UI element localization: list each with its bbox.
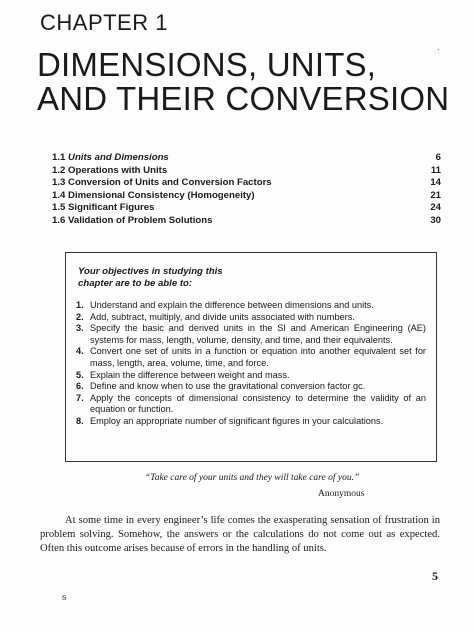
objectives-heading	[78, 266, 278, 290]
toc-number: 1.3	[52, 177, 66, 189]
objective-text: Define and know when to use the gravitational conversion factor gc.	[90, 381, 366, 392]
intro-paragraph: At some time in every engineer’s life comes the exasperating sensation of frustration in problem solving. Somehow, the answers or the calculations do not come out as expected. Often this outcome arises because of errors in the handling of units.	[40, 515, 440, 554]
objective-text: Apply the concepts of dimensional consistency to determine the validity of an equation or function.	[90, 392, 426, 415]
chapter-title-line-1: DIMENSIONS, UNITS,	[37, 46, 377, 83]
toc-page: 11	[430, 164, 441, 176]
objective-item	[76, 370, 426, 382]
objective-text: Understand and explain the difference between dimensions and units.	[90, 300, 374, 310]
toc-row	[52, 177, 441, 190]
objective-text: Add, subtract, multiply, and divide units associated with numbers.	[90, 311, 355, 322]
scan-speck: ᵴ	[62, 592, 67, 602]
objective-text: Explain the difference between weight and mass.	[90, 369, 290, 380]
objective-item	[76, 381, 426, 393]
toc-number: 1.6	[52, 214, 66, 226]
toc-page: 30	[430, 214, 441, 226]
toc-number: 1.4	[52, 189, 66, 201]
toc-row	[52, 215, 441, 228]
objective-number: 7.	[76, 392, 84, 403]
toc-number: 1.5	[52, 202, 66, 214]
toc-row	[52, 202, 441, 215]
objectives-list	[76, 300, 426, 428]
toc-page: 21	[430, 189, 441, 201]
objective-number: 1.	[76, 300, 84, 310]
objective-number: 6.	[76, 381, 84, 392]
toc-title: Operations with Units	[68, 164, 168, 176]
toc-row	[52, 165, 441, 178]
epigraph-quote: “Take care of your units and they will take care of you.”	[145, 473, 360, 483]
objective-text: Convert one set of units in a function or equation into another equivalent set for mass, length, area, volume, time, and force.	[90, 346, 426, 368]
objective-number: 2.	[76, 311, 84, 322]
objective-number: 3.	[76, 323, 84, 334]
toc-number: 1.1	[52, 152, 66, 163]
toc-page: 14	[430, 177, 441, 189]
objective-item	[76, 416, 426, 428]
objective-number: 5.	[76, 369, 84, 380]
objective-item	[76, 346, 426, 369]
page-number: 5	[432, 569, 438, 583]
toc-title: Validation of Problem Solutions	[68, 214, 213, 226]
objectives-heading-line-1: Your objectives in studying this	[78, 266, 223, 277]
objective-item	[76, 323, 426, 346]
scan-speck: ·	[437, 44, 440, 54]
objective-item	[76, 393, 426, 416]
epigraph-author: Anonymous	[318, 489, 365, 499]
toc-title: Dimensional Consistency (Homogeneity)	[68, 189, 255, 201]
chapter-title	[37, 48, 449, 116]
toc-row	[52, 152, 441, 165]
toc-page: 6	[435, 152, 441, 163]
objective-number: 8.	[76, 415, 84, 426]
table-of-contents	[52, 152, 441, 228]
objectives-box	[65, 252, 437, 462]
chapter-label: CHAPTER 1	[40, 10, 168, 35]
objective-item	[76, 312, 426, 324]
objective-text: Employ an appropriate number of significant figures in your calculations.	[90, 415, 384, 426]
toc-title: Significant Figures	[68, 202, 155, 214]
toc-number: 1.2	[52, 164, 66, 176]
toc-title: Units and Dimensions	[68, 152, 169, 163]
objective-item	[76, 300, 426, 312]
objective-text: Specify the basic and derived units in the SI and American Engineering (AE) systems for mass, length, volume, density, and time, and their equivalents.	[90, 323, 426, 345]
toc-page: 24	[430, 202, 441, 214]
toc-row	[52, 190, 441, 203]
chapter-title-line-2: AND THEIR CONVERSION	[37, 80, 450, 117]
objective-number: 4.	[76, 346, 84, 357]
objectives-heading-line-2: chapter are to be able to:	[78, 278, 193, 289]
toc-title: Conversion of Units and Conversion Factors	[68, 177, 272, 189]
